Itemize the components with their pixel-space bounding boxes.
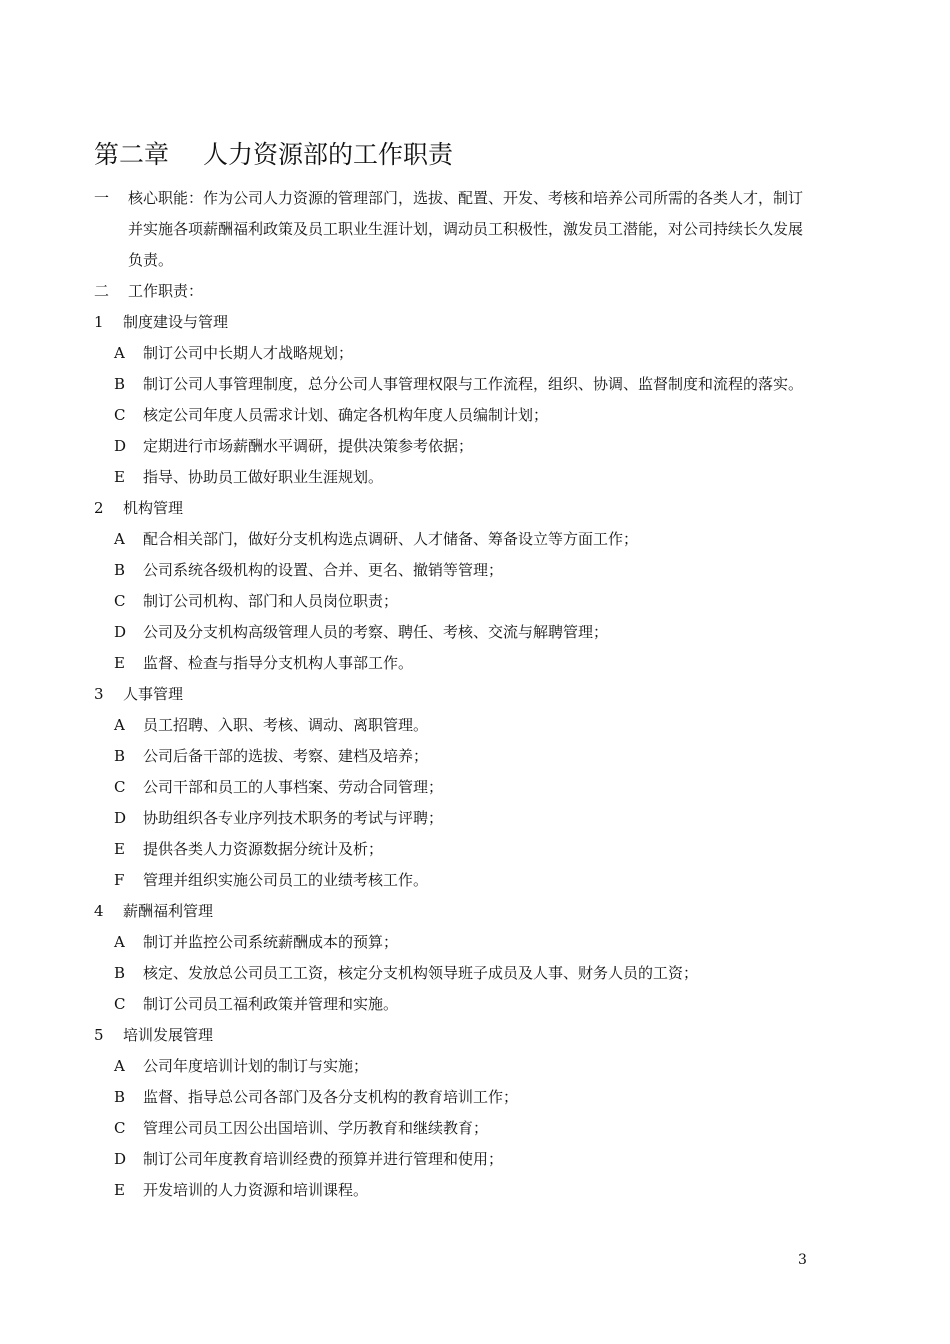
- item-letter: B: [114, 375, 126, 393]
- list-item: [94, 741, 814, 772]
- item-text: 配合相关部门，做好分支机构选点调研、人才储备、筹备设立等方面工作；: [143, 530, 639, 548]
- item-letter: C: [114, 778, 126, 796]
- item-letter: B: [114, 1088, 126, 1106]
- paragraph-number: 二: [94, 282, 110, 300]
- list-item: [94, 958, 814, 989]
- item-letter: F: [114, 871, 125, 889]
- item-text: 员工招聘、入职、考核、调动、离职管理。: [143, 716, 429, 734]
- list-item: [94, 1144, 814, 1175]
- chapter-title: [94, 138, 453, 172]
- item-text: 协助组织各专业序列技术职务的考试与评聘；: [143, 809, 444, 827]
- item-text: 核定公司年度人员需求计划、确定各机构年度人员编制计划；: [143, 406, 549, 424]
- item-letter: C: [114, 406, 126, 424]
- item-text: 开发培训的人力资源和培训课程。: [143, 1181, 369, 1199]
- list-item: [94, 338, 814, 369]
- chapter-name: 人力资源部的工作职责: [203, 140, 454, 169]
- item-text: 公司及分支机构高级管理人员的考察、聘任、考核、交流与解聘管理；: [143, 623, 609, 641]
- item-letter: A: [114, 1057, 125, 1075]
- item-text: 指导、协助员工做好职业生涯规划。: [143, 468, 384, 486]
- item-letter: E: [114, 840, 125, 858]
- item-letter: A: [114, 344, 125, 362]
- item-letter: A: [114, 530, 125, 548]
- duties-heading: [94, 276, 814, 307]
- item-letter: B: [114, 747, 126, 765]
- chapter-number: 第二章: [94, 140, 170, 169]
- item-text: 核定、发放总公司员工工资，核定分支机构领导班子成员及人事、财务人员的工资；: [143, 964, 699, 982]
- section-title: 制度建设与管理: [123, 313, 229, 331]
- list-item: [94, 710, 814, 741]
- list-item: [94, 586, 814, 617]
- section-number: 3: [94, 685, 104, 703]
- item-letter: C: [114, 1119, 126, 1137]
- item-text: 监督、指导总公司各部门及各分支机构的教育培训工作；: [143, 1088, 519, 1106]
- item-letter: E: [114, 654, 125, 672]
- paragraph-number: 一: [94, 189, 110, 207]
- item-text: 提供各类人力资源数据分统计及析；: [143, 840, 384, 858]
- item-text: 定期进行市场薪酬水平调研，提供决策参考依据；: [143, 437, 474, 455]
- list-item: [94, 648, 814, 679]
- section-number: 4: [94, 902, 104, 920]
- list-item: [94, 834, 814, 865]
- list-item: [94, 865, 814, 896]
- item-text: 制订公司年度教育培训经费的预算并进行管理和使用；: [143, 1150, 504, 1168]
- item-letter: C: [114, 592, 126, 610]
- section-heading: [94, 1020, 814, 1051]
- list-item: [94, 462, 814, 493]
- item-letter: D: [114, 809, 127, 827]
- item-text: 制订公司中长期人才战略规划；: [143, 344, 354, 362]
- item-text: 制订并监控公司系统薪酬成本的预算；: [143, 933, 399, 951]
- item-text: 制订公司人事管理制度，总分公司人事管理权限与工作流程，组织、协调、监督制度和流程的落实。: [143, 375, 804, 393]
- item-letter: D: [114, 1150, 127, 1168]
- item-text: 公司干部和员工的人事档案、劳动合同管理；: [143, 778, 444, 796]
- section-number: 2: [94, 499, 104, 517]
- list-item: [94, 927, 814, 958]
- list-item: [94, 1175, 814, 1206]
- list-item: [94, 555, 814, 586]
- section-title: 培训发展管理: [123, 1026, 214, 1044]
- item-text: 制订公司机构、部门和人员岗位职责；: [143, 592, 399, 610]
- paragraph-text: 核心职能：作为公司人力资源的管理部门，选拔、配置、开发、考核和培养公司所需的各类人才，制订并实施各项薪酬福利政策及员工职业生涯计划，调动员工积极性，激发员工潜能，对公司持续长久发展负责。: [128, 189, 804, 269]
- item-letter: A: [114, 933, 125, 951]
- item-letter: B: [114, 561, 126, 579]
- item-letter: D: [114, 437, 127, 455]
- item-text: 管理公司员工因公出国培训、学历教育和继续教育；: [143, 1119, 489, 1137]
- item-text: 管理并组织实施公司员工的业绩考核工作。: [143, 871, 429, 889]
- section-heading: [94, 679, 814, 710]
- section-heading: [94, 493, 814, 524]
- section-title: 薪酬福利管理: [123, 902, 214, 920]
- paragraph-text: 工作职责：: [128, 282, 204, 300]
- list-item: [94, 1051, 814, 1082]
- list-item: [94, 803, 814, 834]
- section-number: 1: [94, 313, 104, 331]
- page-number: 3: [798, 1252, 807, 1268]
- item-letter: E: [114, 468, 125, 486]
- section-title: 机构管理: [123, 499, 184, 517]
- item-letter: D: [114, 623, 127, 641]
- list-item: [94, 431, 814, 462]
- section-heading: [94, 896, 814, 927]
- core-function-paragraph: [94, 183, 814, 276]
- section-number: 5: [94, 1026, 104, 1044]
- list-item: [94, 369, 814, 400]
- item-text: 公司系统各级机构的设置、合并、更名、撤销等管理；: [143, 561, 504, 579]
- item-letter: B: [114, 964, 126, 982]
- item-letter: A: [114, 716, 125, 734]
- list-item: [94, 617, 814, 648]
- item-text: 公司后备干部的选拔、考察、建档及培养；: [143, 747, 429, 765]
- section-heading: [94, 307, 814, 338]
- list-item: [94, 1082, 814, 1113]
- list-item: [94, 1113, 814, 1144]
- document-body: [94, 183, 814, 1206]
- list-item: [94, 989, 814, 1020]
- section-title: 人事管理: [123, 685, 184, 703]
- item-text: 监督、检查与指导分支机构人事部工作。: [143, 654, 414, 672]
- list-item: [94, 400, 814, 431]
- duty-sections: [94, 307, 814, 1206]
- item-text: 公司年度培训计划的制订与实施；: [143, 1057, 369, 1075]
- item-letter: E: [114, 1181, 125, 1199]
- list-item: [94, 772, 814, 803]
- list-item: [94, 524, 814, 555]
- item-letter: C: [114, 995, 126, 1013]
- item-text: 制订公司员工福利政策并管理和实施。: [143, 995, 399, 1013]
